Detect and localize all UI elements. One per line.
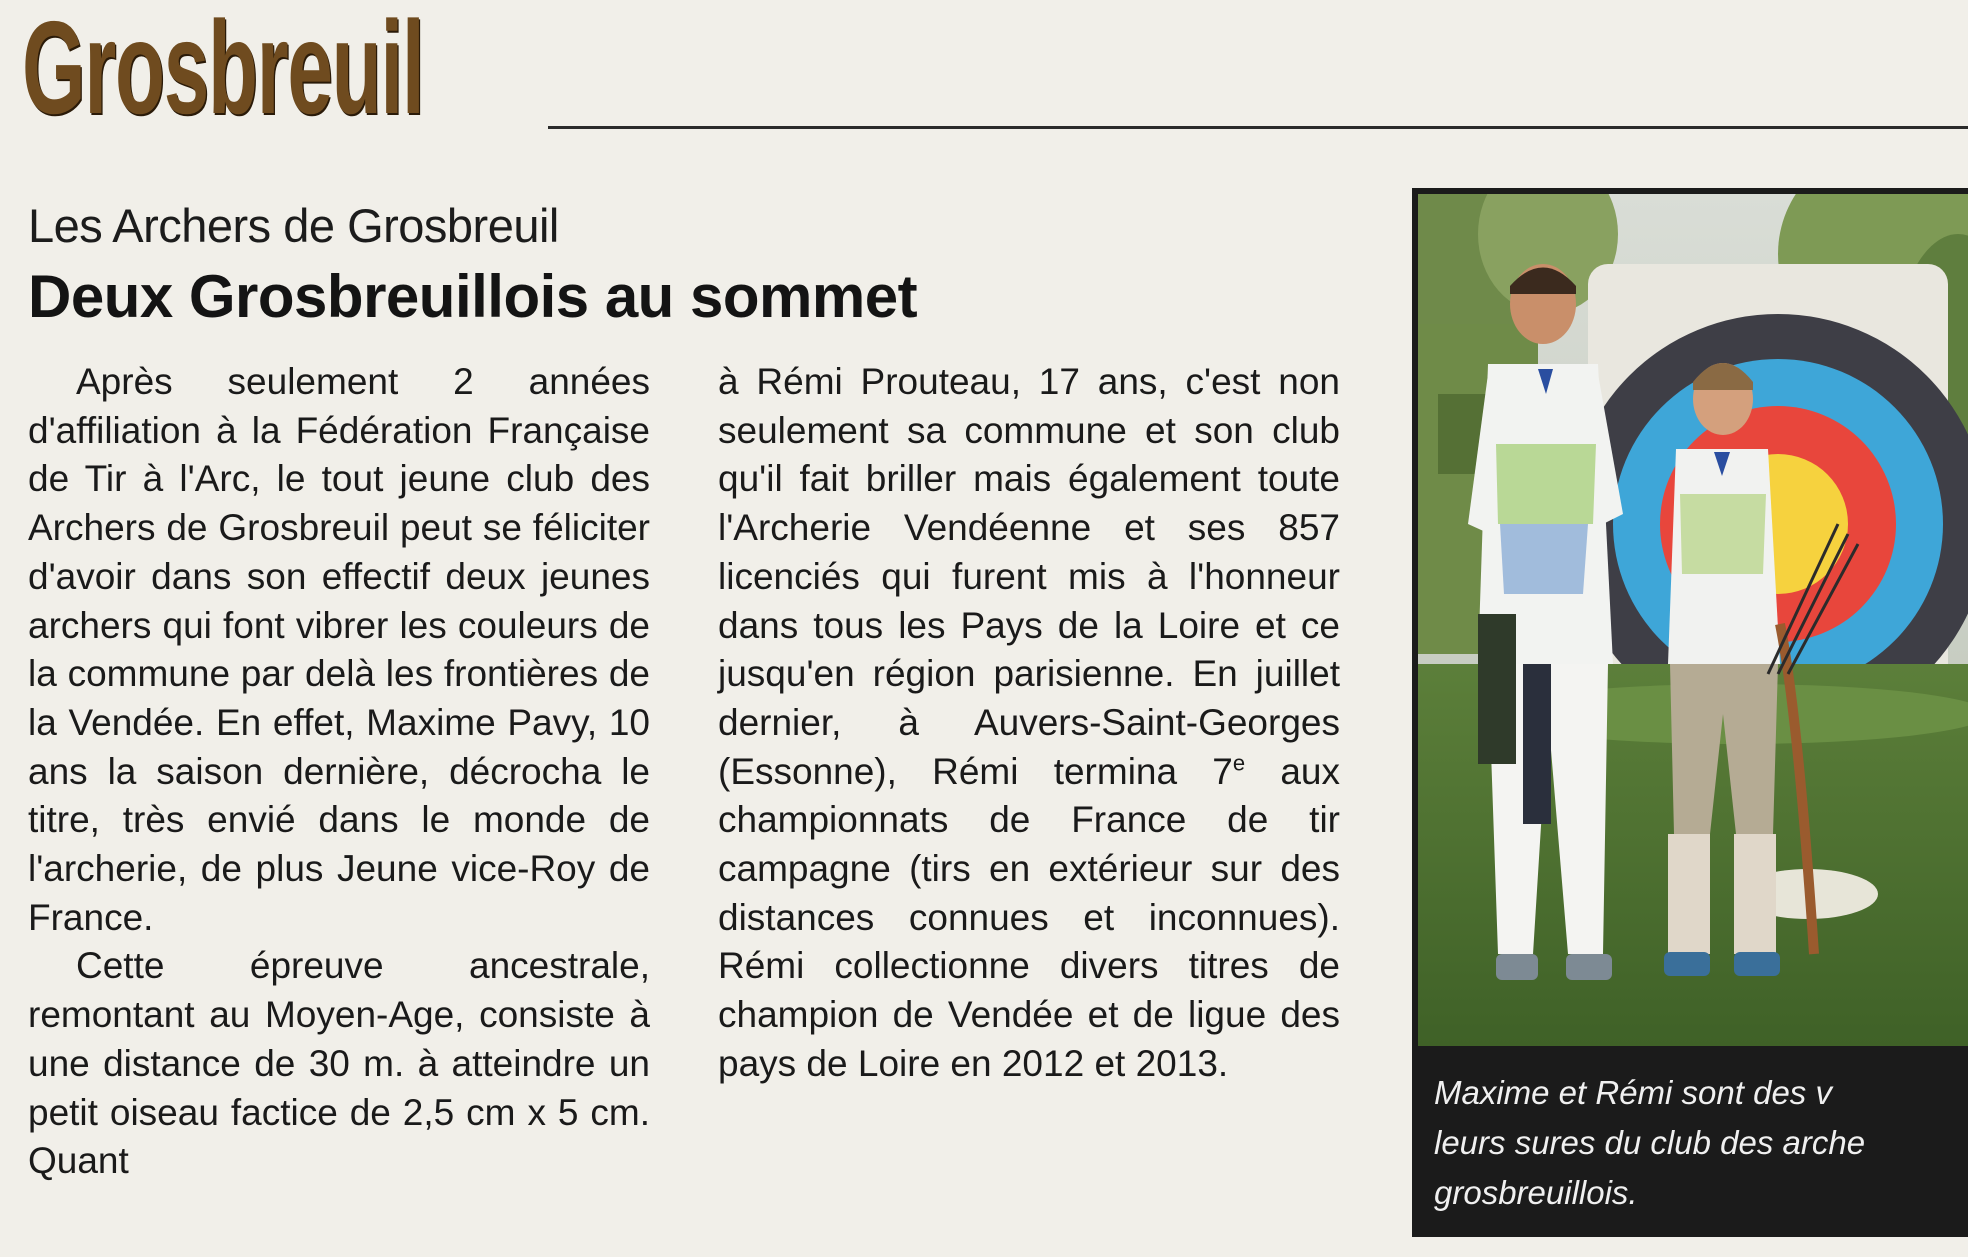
- caption-line-3: grosbreuillois.: [1434, 1174, 1638, 1211]
- article-paragraph-3: [718, 358, 1340, 1089]
- ordinal-superscript: e: [1232, 750, 1246, 776]
- photo-caption: [1434, 1068, 1968, 1218]
- caption-line-2: leurs sures du club des arche: [1434, 1124, 1866, 1161]
- article-paragraph-2: Cette épreuve ancestrale, remontant au Moyen-Age, consiste à une distance de 30 m. à atteindre un petit oiseau factice de 2,5 cm x 5 cm. Quant: [28, 945, 650, 1182]
- article-paragraph-1: Après seulement 2 années d'affiliation à la Fédération Française de Tir à l'Arc, le tout jeune club des Archers de Grosbreuil peut se féliciter d'avoir dans son effectif deux jeunes archers qui font vibrer les couleurs de la commune par delà les frontières de la Vendée. En effet, Maxime Pavy, 10 ans la saison dernière, décrocha le titre, très envié dans le monde de l'archerie, de plus Jeune vice-Roy de France.: [28, 361, 650, 938]
- caption-line-1: Maxime et Rémi sont des v: [1434, 1074, 1832, 1111]
- article-headline: Deux Grosbreuillois au sommet: [28, 263, 918, 330]
- archers-photo-illustration: [1418, 194, 1968, 1046]
- masthead-title: Grosbreuil: [22, 0, 424, 141]
- paragraph-3-text-a: à Rémi Prouteau, 17 ans, c'est non seulement sa commune et son club qu'il fait briller mais également toute l'Archerie Vendéenne et ses 857 licenciés qui furent mis à l'honneur dans tous les Pays de la Loire et ce jusqu'en région parisienne. En juillet dernier, à Auvers-Saint-Georges (Essonne), Rémi termina 7: [718, 361, 1340, 792]
- article-kicker: Les Archers de Grosbreuil: [28, 199, 559, 252]
- masthead-rule: [548, 126, 1968, 129]
- article-column-1: [28, 358, 650, 1186]
- article-column-2: [718, 358, 1340, 1089]
- paragraph-3-text-b: aux championnats de France de tir campagne (tirs en extérieur sur des distances connues et inconnues). Rémi collectionne divers titres de champion de Vendée et de ligue des pays de Loire en 2012 et 2013.: [718, 750, 1341, 1084]
- archers-photo: [1418, 194, 1968, 1046]
